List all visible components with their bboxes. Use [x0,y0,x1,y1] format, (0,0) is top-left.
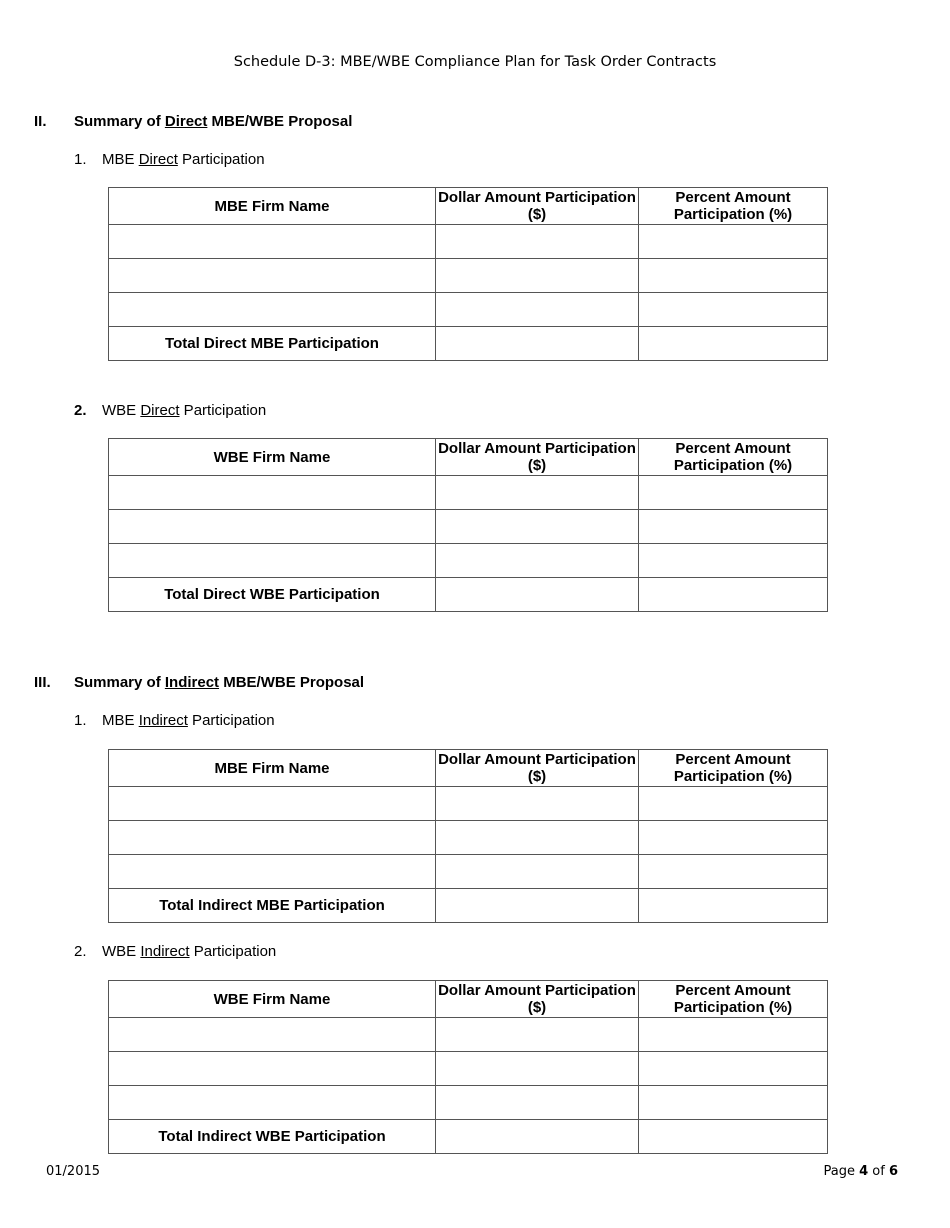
section-title-underlined: Direct [164,113,208,130]
mbe-direct-table [108,187,828,361]
subheading-mbe-direct [74,151,265,168]
subheading-underlined: Direct [140,402,180,419]
percent-amount-cell[interactable] [639,544,828,578]
percent-amount-cell[interactable] [639,821,828,855]
wbe-indirect-table [108,980,828,1154]
table-header-row [109,981,828,1018]
dollar-amount-cell[interactable] [436,476,639,510]
percent-amount-cell[interactable] [639,855,828,889]
subheading-number: 2. [74,402,87,419]
table-row [109,510,828,544]
column-header-firm-name: MBE Firm Name [109,188,436,225]
subheading-pre: WBE [102,943,141,960]
column-header-dollar-amount: Dollar Amount Participation ($) [436,750,639,787]
percent-amount-cell[interactable] [639,787,828,821]
firm-name-cell[interactable] [109,225,436,259]
firm-name-cell[interactable] [109,259,436,293]
firm-name-cell[interactable] [109,855,436,889]
total-row [109,889,828,923]
page-header-title: Schedule D-3: MBE/WBE Compliance Plan for Task Order Contracts [233,54,717,70]
dollar-amount-cell[interactable] [436,1018,639,1052]
dollar-amount-cell[interactable] [436,225,639,259]
dollar-amount-cell[interactable] [436,787,639,821]
percent-amount-cell[interactable] [639,1018,828,1052]
firm-name-cell[interactable] [109,1086,436,1120]
page-total: 6 [888,1164,898,1179]
table-header-row [109,750,828,787]
firm-name-cell[interactable] [109,544,436,578]
subheading-pre: MBE [102,712,139,729]
table-row [109,476,828,510]
dollar-amount-cell[interactable] [436,855,639,889]
subheading-pre: WBE [102,402,141,419]
dollar-amount-cell[interactable] [436,510,639,544]
total-dollar-cell[interactable] [436,578,639,612]
subheading-post: Participation [177,151,265,168]
footer-date: 01/2015 [46,1164,101,1179]
dollar-amount-cell[interactable] [436,293,639,327]
dollar-amount-cell[interactable] [436,1086,639,1120]
subheading-wbe-direct [74,402,266,419]
table-header-row [109,439,828,476]
percent-amount-cell[interactable] [639,259,828,293]
column-header-dollar-amount: Dollar Amount Participation ($) [436,188,639,225]
subheading-underlined: Direct [138,151,178,168]
percent-amount-cell[interactable] [639,1052,828,1086]
mbe-indirect-table [108,749,828,923]
percent-amount-cell[interactable] [639,225,828,259]
page-prefix: Page [823,1164,860,1179]
column-header-dollar-amount: Dollar Amount Participation ($) [436,981,639,1018]
column-header-percent-amount: Percent Amount Participation (%) [639,750,828,787]
section-numeral: III. [34,674,51,691]
subheading-pre: MBE [102,151,139,168]
percent-amount-cell[interactable] [639,476,828,510]
firm-name-cell[interactable] [109,821,436,855]
total-percent-cell[interactable] [639,1120,828,1154]
page-current: 4 [859,1164,869,1179]
total-label: Total Indirect WBE Participation [109,1120,436,1154]
section-title-suffix: MBE/WBE Proposal [207,113,353,130]
percent-amount-cell[interactable] [639,293,828,327]
table-row [109,544,828,578]
column-header-dollar-amount: Dollar Amount Participation ($) [436,439,639,476]
firm-name-cell[interactable] [109,510,436,544]
total-row [109,578,828,612]
total-percent-cell[interactable] [639,889,828,923]
percent-amount-cell[interactable] [639,510,828,544]
table-row [109,855,828,889]
table-row [109,1052,828,1086]
section-title-prefix: Summary of [74,113,165,130]
section-title-underlined: Indirect [164,674,220,691]
total-label: Total Indirect MBE Participation [109,889,436,923]
column-header-firm-name: MBE Firm Name [109,750,436,787]
column-header-percent-amount: Percent Amount Participation (%) [639,439,828,476]
table-row [109,1018,828,1052]
page-of: of [868,1164,889,1179]
total-label: Total Direct MBE Participation [109,327,436,361]
total-dollar-cell[interactable] [436,889,639,923]
column-header-percent-amount: Percent Amount Participation (%) [639,981,828,1018]
subheading-number: 1. [74,712,87,729]
section-heading-direct [34,113,352,130]
subheading-post: Participation [179,402,267,419]
column-header-firm-name: WBE Firm Name [109,439,436,476]
subheading-underlined: Indirect [138,712,188,729]
firm-name-cell[interactable] [109,1018,436,1052]
table-row [109,821,828,855]
table-row [109,225,828,259]
table-row [109,259,828,293]
dollar-amount-cell[interactable] [436,259,639,293]
total-row [109,327,828,361]
section-numeral: II. [34,113,47,130]
section-title-suffix: MBE/WBE Proposal [219,674,365,691]
subheading-wbe-indirect [74,943,276,960]
table-header-row [109,188,828,225]
total-row [109,1120,828,1154]
total-percent-cell[interactable] [639,578,828,612]
section-title-prefix: Summary of [74,674,165,691]
column-header-firm-name: WBE Firm Name [109,981,436,1018]
subheading-post: Participation [189,943,277,960]
subheading-underlined: Indirect [140,943,190,960]
subheading-number: 2. [74,943,87,960]
subheading-mbe-indirect [74,712,275,729]
subheading-number: 1. [74,151,87,168]
percent-amount-cell[interactable] [639,1086,828,1120]
firm-name-cell[interactable] [109,476,436,510]
subheading-post: Participation [187,712,275,729]
table-row [109,293,828,327]
section-heading-indirect [34,674,364,691]
total-percent-cell[interactable] [639,327,828,361]
table-row [109,1086,828,1120]
footer-page-number [824,1164,899,1179]
total-dollar-cell[interactable] [436,1120,639,1154]
dollar-amount-cell[interactable] [436,1052,639,1086]
total-label: Total Direct WBE Participation [109,578,436,612]
dollar-amount-cell[interactable] [436,821,639,855]
firm-name-cell[interactable] [109,293,436,327]
firm-name-cell[interactable] [109,787,436,821]
total-dollar-cell[interactable] [436,327,639,361]
table-row [109,787,828,821]
firm-name-cell[interactable] [109,1052,436,1086]
dollar-amount-cell[interactable] [436,544,639,578]
column-header-percent-amount: Percent Amount Participation (%) [639,188,828,225]
wbe-direct-table [108,438,828,612]
